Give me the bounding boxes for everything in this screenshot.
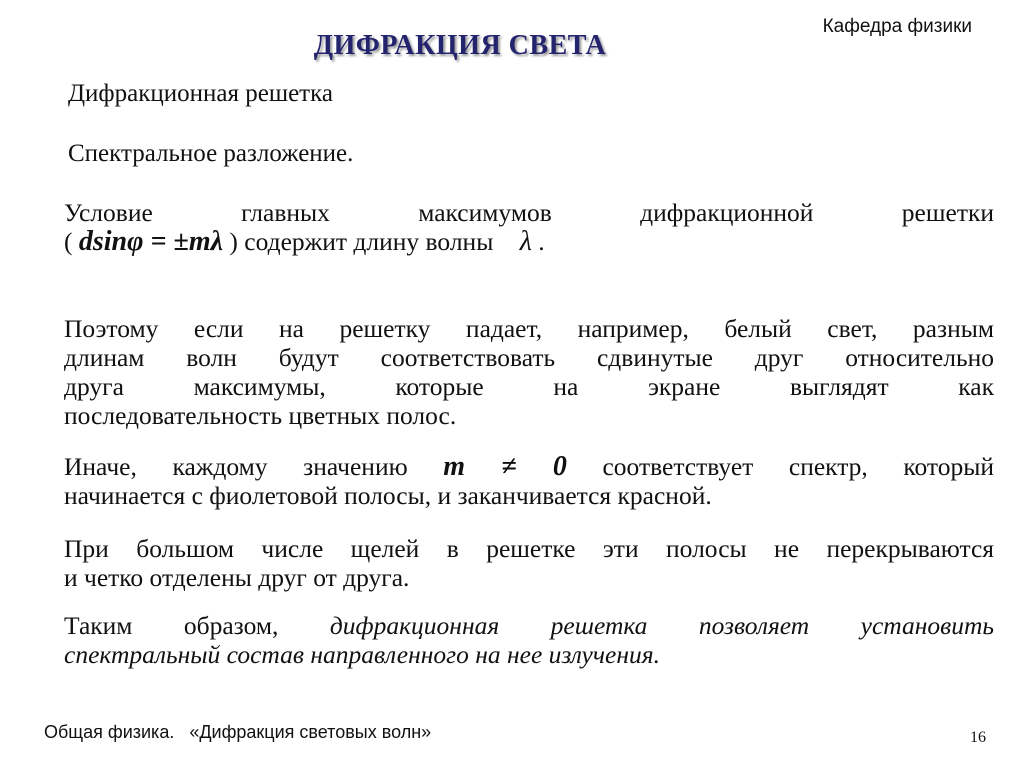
slide-title: ДИФРАКЦИЯ СВЕТА (313, 30, 607, 61)
heading-grating: Дифракционная решетка (68, 80, 333, 107)
footer-course: Общая физика. «Дифракция световых волн» (44, 722, 432, 742)
paragraph-text: Таким образом, (64, 611, 279, 640)
paragraph-line (64, 227, 994, 256)
paragraph-line: последовательность цветных полос. (64, 401, 457, 430)
period: . (538, 227, 545, 256)
paragraph-spectrum-order (64, 452, 994, 510)
paragraph-conclusion (64, 611, 994, 669)
paragraph-white-light (64, 314, 994, 430)
page-number: 16 (970, 729, 986, 746)
heading-spectral: Спектральное разложение. (68, 140, 354, 167)
paragraph-line: При большом числе щелей в решетке эти полосы не перекрываются (64, 534, 994, 563)
grating-formula: dsinφ = ±mλ (78, 226, 224, 257)
open-paren: ( (64, 227, 73, 256)
order-formula: m ≠ 0 (443, 451, 567, 482)
paragraph-line (64, 452, 994, 481)
lambda-symbol: λ (519, 226, 532, 257)
italic-text: дифракционная решетка позволяет установить (329, 611, 995, 640)
paragraph-text: Иначе, каждому значению (64, 452, 408, 481)
paragraph-slits (64, 534, 994, 592)
paragraph-line: друга максимумы, которые на экране выглядят как (64, 372, 994, 401)
paragraph-line: Условие главных максимумов дифракционной решетки (64, 198, 994, 227)
paragraph-line: длинам волн будут соответствовать сдвинутые друг относительно (64, 343, 994, 372)
paragraph-line: и четко отделены друг от друга. (64, 563, 410, 592)
paragraph-line (64, 611, 994, 640)
paragraph-maxima-condition (64, 198, 994, 256)
paragraph-text: ) содержит длину волны (229, 227, 494, 256)
italic-line: спектральный состав направленного на нее излучения. (64, 640, 660, 669)
paragraph-text: соответствует спектр, который (602, 452, 994, 481)
paragraph-line: Поэтому если на решетку падает, например, белый свет, разным (64, 314, 994, 343)
paragraph-line: начинается с фиолетовой полосы, и заканчивается красной. (64, 481, 712, 510)
department-label: Кафедра физики (822, 16, 972, 37)
